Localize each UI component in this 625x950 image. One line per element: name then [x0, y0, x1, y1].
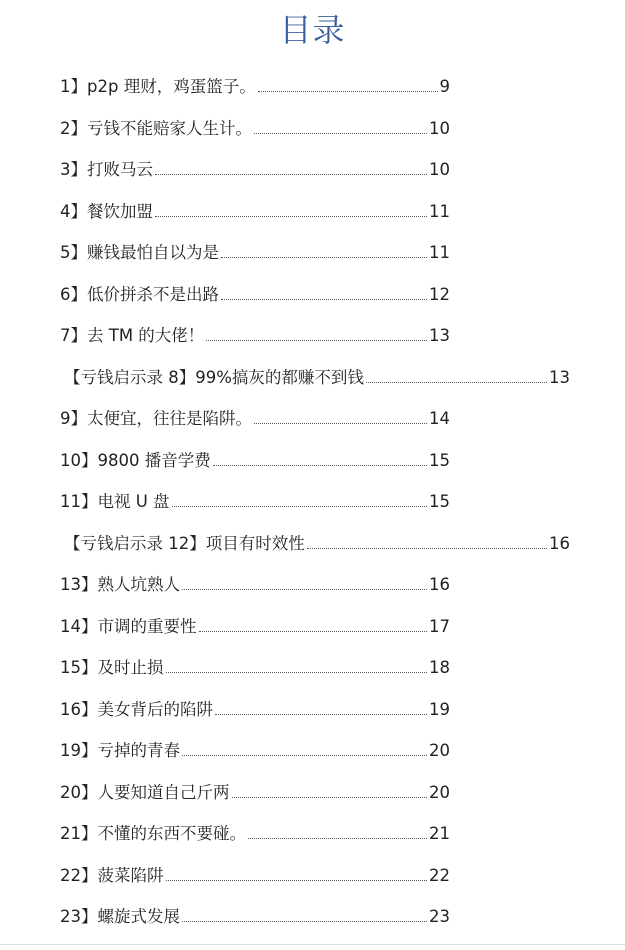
- toc-page-number: 9: [439, 77, 450, 96]
- toc-entry[interactable]: [60, 110, 450, 140]
- toc-entry[interactable]: [64, 525, 570, 555]
- toc-page-number: 10: [429, 119, 450, 138]
- toc-entry-title: 23】螺旋式发展: [60, 907, 180, 926]
- dot-leader: [166, 672, 428, 673]
- toc-entry[interactable]: [60, 898, 450, 928]
- dot-leader: [258, 91, 438, 92]
- dot-leader: [221, 257, 427, 258]
- toc-entry-title: 15】及时止损: [60, 658, 164, 677]
- toc-entry[interactable]: [60, 608, 450, 638]
- toc-entry[interactable]: [60, 691, 450, 721]
- toc-page-number: 16: [549, 534, 570, 553]
- toc-page-number: 16: [429, 575, 450, 594]
- toc-entry-title: 5】赚钱最怕自以为是: [60, 243, 219, 262]
- toc-page-number: 15: [429, 492, 450, 511]
- dot-leader: [206, 340, 427, 341]
- toc-entry[interactable]: [60, 649, 450, 679]
- dot-leader: [307, 548, 547, 549]
- toc-page-number: 18: [429, 658, 450, 677]
- dot-leader: [182, 921, 427, 922]
- toc-entry[interactable]: [60, 317, 450, 347]
- toc-page-number: 17: [429, 617, 450, 636]
- dot-leader: [366, 382, 547, 383]
- toc-page-number: 13: [429, 326, 450, 345]
- dot-leader: [213, 465, 427, 466]
- toc-page-number: 22: [429, 866, 450, 885]
- toc-entry[interactable]: [60, 857, 450, 887]
- toc-entry[interactable]: [60, 566, 450, 596]
- toc-page-number: 19: [429, 700, 450, 719]
- toc-entry-title: 【亏钱启示录 8】99%搞灰的都赚不到钱: [64, 368, 364, 387]
- toc-entry[interactable]: [64, 359, 570, 389]
- toc-entry-title: 20】人要知道自己斤两: [60, 783, 230, 802]
- toc-entry[interactable]: [60, 815, 450, 845]
- dot-leader: [172, 506, 427, 507]
- dot-leader: [155, 216, 427, 217]
- toc-entry-title: 2】亏钱不能赔家人生计。: [60, 119, 252, 138]
- dot-leader: [254, 133, 427, 134]
- toc-page-number: 11: [429, 243, 450, 262]
- dot-leader: [155, 174, 427, 175]
- toc-entry-title: 19】亏掉的青春: [60, 741, 180, 760]
- toc-entry-title: 14】市调的重要性: [60, 617, 197, 636]
- toc-entry-title: 4】餐饮加盟: [60, 202, 153, 221]
- dot-leader: [166, 880, 428, 881]
- toc-entry-title: 11】电视 U 盘: [60, 492, 170, 511]
- table-of-contents: [0, 62, 625, 942]
- toc-page-number: 23: [429, 907, 450, 926]
- toc-page-number: 21: [429, 824, 450, 843]
- toc-entry[interactable]: [60, 442, 450, 472]
- toc-entry-title: 22】菠菜陷阱: [60, 866, 164, 885]
- toc-entry[interactable]: [60, 774, 450, 804]
- toc-entry[interactable]: [60, 276, 450, 306]
- toc-page-number: 14: [429, 409, 450, 428]
- toc-page-number: 20: [429, 741, 450, 760]
- toc-entry-title: 16】美女背后的陷阱: [60, 700, 213, 719]
- toc-entry[interactable]: [60, 400, 450, 430]
- toc-entry[interactable]: [60, 193, 450, 223]
- toc-entry-title: 21】不懂的东西不要碰。: [60, 824, 246, 843]
- dot-leader: [215, 714, 427, 715]
- toc-page-number: 11: [429, 202, 450, 221]
- toc-page-number: 20: [429, 783, 450, 802]
- toc-page-number: 10: [429, 160, 450, 179]
- toc-entry[interactable]: [60, 151, 450, 181]
- dot-leader: [254, 423, 427, 424]
- toc-entry-title: 10】9800 播音学费: [60, 451, 211, 470]
- toc-entry[interactable]: [60, 68, 450, 98]
- page-bottom-divider: [0, 944, 625, 945]
- toc-page-number: 13: [549, 368, 570, 387]
- toc-entry-title: 6】低价拼杀不是出路: [60, 285, 219, 304]
- toc-entry[interactable]: [60, 234, 450, 264]
- toc-page-number: 12: [429, 285, 450, 304]
- toc-entry[interactable]: [60, 483, 450, 513]
- toc-entry-title: 7】去 TM 的大佬！: [60, 326, 205, 345]
- toc-entry-title: 1】p2p 理财，鸡蛋篮子。: [60, 77, 256, 96]
- dot-leader: [182, 755, 427, 756]
- toc-entry[interactable]: [60, 732, 450, 762]
- toc-entry-title: 【亏钱启示录 12】项目有时效性: [64, 534, 305, 553]
- dot-leader: [182, 589, 427, 590]
- page-title: 目录: [279, 11, 346, 49]
- dot-leader: [221, 299, 427, 300]
- toc-entry-title: 13】熟人坑熟人: [60, 575, 180, 594]
- toc-entry-title: 9】太便宜，往往是陷阱。: [60, 409, 252, 428]
- dot-leader: [248, 838, 427, 839]
- dot-leader: [232, 797, 428, 798]
- dot-leader: [199, 631, 428, 632]
- toc-entry-title: 3】打败马云: [60, 160, 153, 179]
- toc-page-number: 15: [429, 451, 450, 470]
